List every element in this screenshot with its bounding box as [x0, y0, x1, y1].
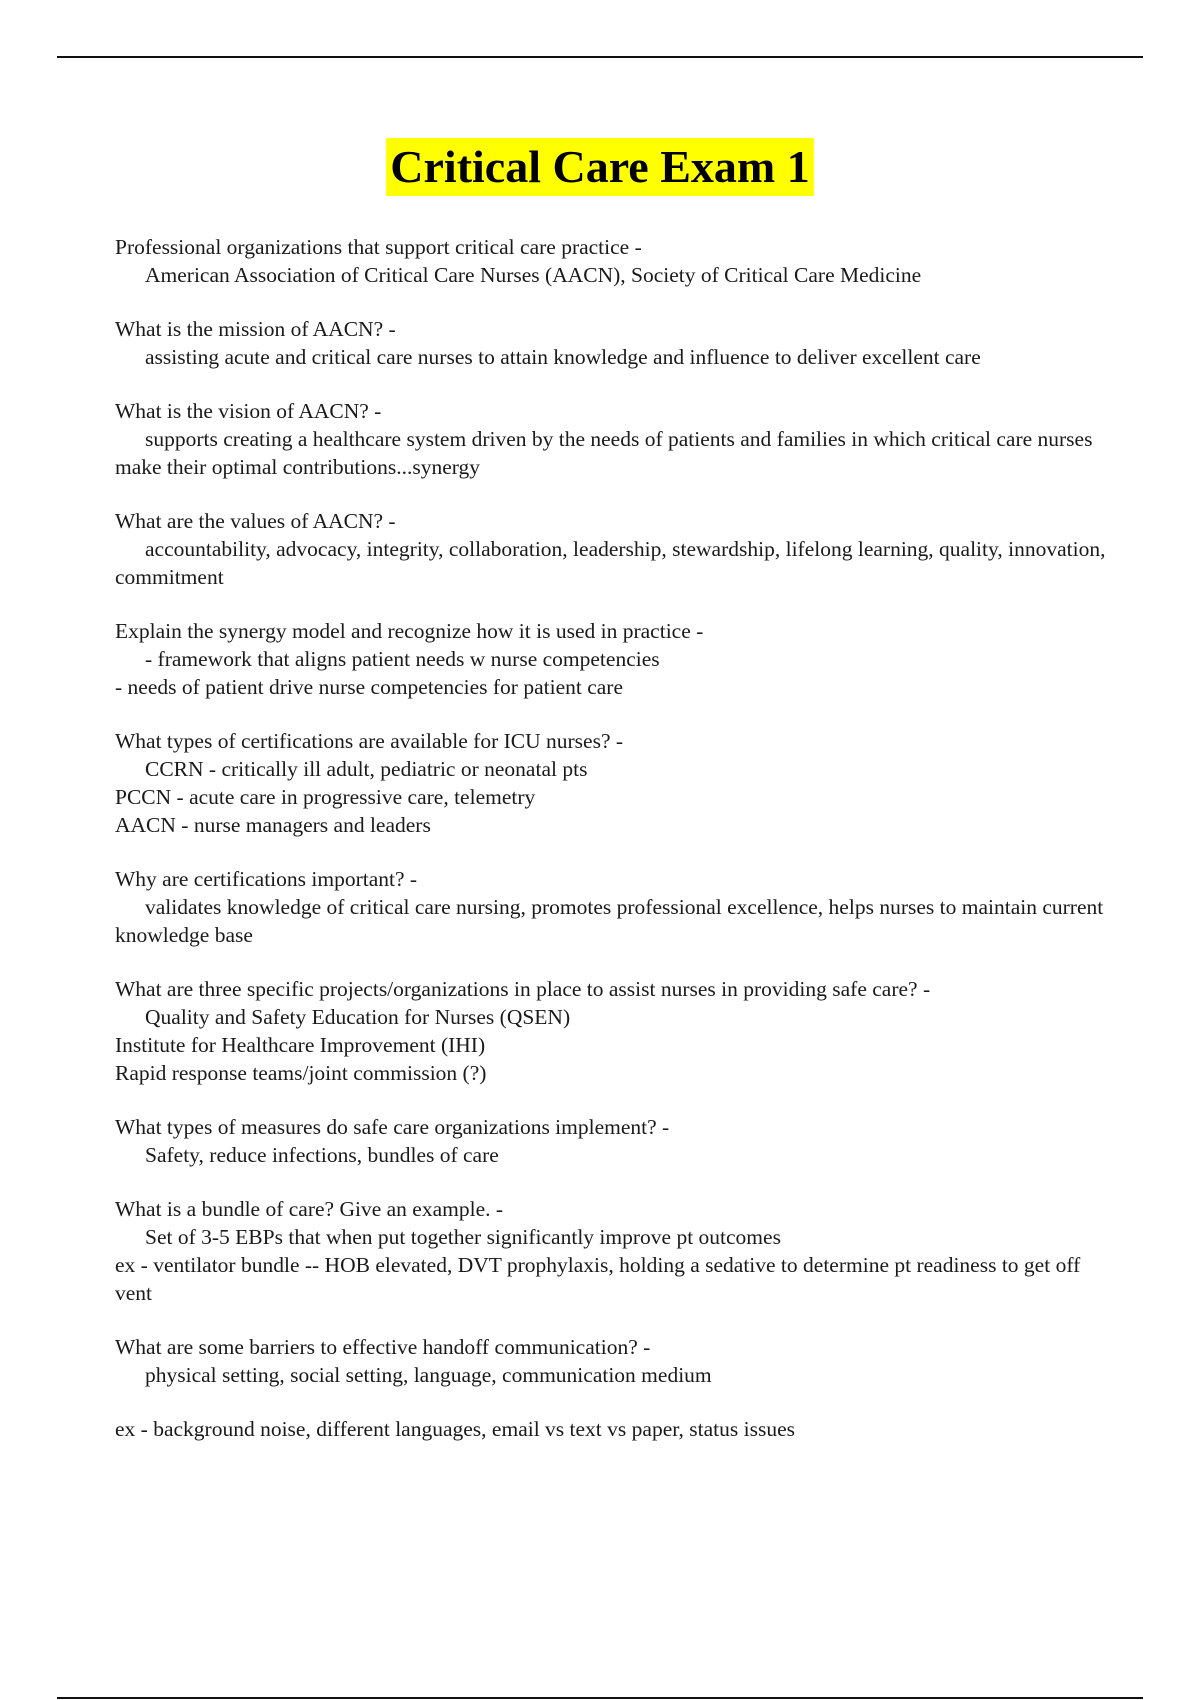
answer-line: physical setting, social setting, language, communication medium [145, 1363, 712, 1387]
answer-line: Safety, reduce infections, bundles of care [145, 1143, 499, 1167]
qa-item [115, 727, 1115, 839]
answer-line: CCRN - critically ill adult, pediatric or neonatal pts [145, 757, 588, 781]
answer-line: Quality and Safety Education for Nurses (QSEN) [145, 1005, 571, 1029]
answer-line: - framework that aligns patient needs w nurse competencies [145, 647, 660, 671]
question-text: Professional organizations that support critical care practice - [115, 235, 642, 259]
bottom-rule [57, 1697, 1143, 1699]
qa-item [115, 1333, 1115, 1443]
qa-list [115, 233, 1115, 1469]
answer-line: American Association of Critical Care Nurses (AACN), Society of Critical Care Medicine [145, 263, 922, 287]
answer-line: Institute for Healthcare Improvement (IHI) [115, 1033, 486, 1057]
qa-item [115, 617, 1115, 701]
qa-item [115, 865, 1115, 949]
answer-line: accountability, advocacy, integrity, collaboration, leadership, stewardship, lifelong learning, quality, innovation, commitment [115, 537, 1106, 589]
question-text: Why are certifications important? - [115, 867, 418, 891]
answer-line: assisting acute and critical care nurses to attain knowledge and influence to deliver excellent care [145, 345, 981, 369]
answer-line: - needs of patient drive nurse competencies for patient care [115, 675, 624, 699]
answer-spacer [115, 1389, 1115, 1415]
answer-line: AACN - nurse managers and leaders [115, 813, 431, 837]
answer-line: ex - background noise, different languages, email vs text vs paper, status issues [115, 1417, 796, 1441]
qa-item [115, 1195, 1115, 1307]
question-text: What are the values of AACN? - [115, 509, 396, 533]
question-text: Explain the synergy model and recognize how it is used in practice - [115, 619, 704, 643]
title-container [0, 138, 1200, 196]
top-rule [57, 56, 1143, 58]
qa-item [115, 975, 1115, 1087]
question-text: What is the vision of AACN? - [115, 399, 382, 423]
answer-line: Set of 3-5 EBPs that when put together significantly improve pt outcomes [145, 1225, 781, 1249]
question-text: What is a bundle of care? Give an example. - [115, 1197, 504, 1221]
qa-item [115, 315, 1115, 371]
answer-line: ex - ventilator bundle -- HOB elevated, DVT prophylaxis, holding a sedative to determine pt readiness to get off vent [115, 1253, 1081, 1305]
question-text: What types of certifications are available for ICU nurses? - [115, 729, 624, 753]
qa-item [115, 1113, 1115, 1169]
question-text: What are some barriers to effective handoff communication? - [115, 1335, 651, 1359]
qa-item [115, 397, 1115, 481]
question-text: What types of measures do safe care organizations implement? - [115, 1115, 670, 1139]
page-title: Critical Care Exam 1 [386, 138, 813, 196]
question-text: What are three specific projects/organizations in place to assist nurses in providing safe care? - [115, 977, 931, 1001]
answer-line: Rapid response teams/joint commission (?) [115, 1061, 487, 1085]
qa-item [115, 507, 1115, 591]
answer-line: supports creating a healthcare system driven by the needs of patients and families in which critical care nurses make their optimal contributions...synergy [115, 427, 1093, 479]
answer-line: PCCN - acute care in progressive care, telemetry [115, 785, 536, 809]
question-text: What is the mission of AACN? - [115, 317, 396, 341]
qa-item [115, 233, 1115, 289]
answer-line: validates knowledge of critical care nursing, promotes professional excellence, helps nurses to maintain current knowledge base [115, 895, 1104, 947]
